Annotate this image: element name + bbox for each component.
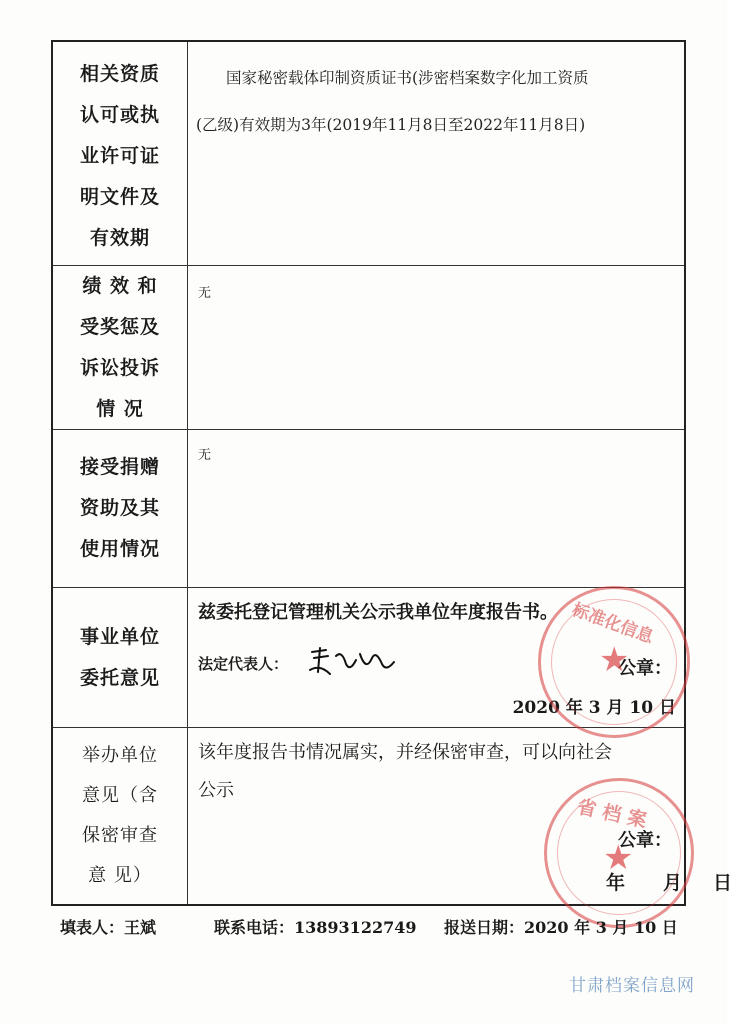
label-line: 相关资质 bbox=[79, 63, 160, 85]
label-line: 保密审查 bbox=[82, 825, 158, 846]
label-line: 意见（含 bbox=[82, 785, 158, 806]
organizer-date-day: 日 bbox=[713, 872, 732, 894]
report-table bbox=[51, 40, 732, 906]
label-line: 绩 效 和 bbox=[82, 274, 158, 297]
donations-content bbox=[188, 430, 684, 587]
unit-opinion-label bbox=[53, 588, 188, 727]
label-line: 明文件及 bbox=[79, 186, 160, 208]
table-row-performance bbox=[53, 266, 684, 430]
label-line: 事业单位 bbox=[79, 625, 160, 648]
unit-opinion-statement: 兹委托登记管理机关公示我单位年度报告书。 bbox=[198, 602, 558, 623]
filler-name: 王斌 bbox=[124, 918, 157, 937]
label-line: 情 况 bbox=[96, 397, 144, 420]
organizer-date-month: 月 bbox=[663, 872, 683, 894]
report-date-label: 报送日期： bbox=[444, 918, 525, 937]
seal-star-icon: ★ bbox=[599, 640, 630, 680]
unit-seal-label: 公章： bbox=[618, 658, 672, 679]
qualification-text-line: (乙级)有效期为3年(2019年11月8日至2022年11月8日) bbox=[196, 116, 586, 134]
phone-number: 13893122749 bbox=[294, 918, 417, 937]
footer-filler bbox=[60, 915, 156, 938]
label-line: 诉讼投诉 bbox=[79, 356, 160, 379]
legal-rep-label: 法定代表人： bbox=[198, 655, 289, 673]
label-line: 委托意见 bbox=[79, 666, 160, 689]
label-line: 认可或执 bbox=[79, 104, 160, 126]
performance-value: 无 bbox=[198, 286, 212, 301]
phone-label: 联系电话： bbox=[214, 918, 295, 937]
performance-label bbox=[53, 266, 188, 429]
signature-mark bbox=[306, 642, 398, 680]
qualification-label bbox=[53, 42, 188, 265]
footer-phone bbox=[214, 915, 416, 938]
qualification-content bbox=[188, 42, 684, 265]
table-row-donations bbox=[53, 430, 684, 588]
seal-text: 省 档 案 bbox=[575, 795, 649, 833]
organizer-statement-line: 公示 bbox=[198, 780, 234, 801]
site-watermark: 甘肃档案信息网 bbox=[569, 976, 695, 996]
report-date: 2020 年 3 月 10 日 bbox=[524, 918, 678, 937]
footer-report-date bbox=[444, 915, 678, 938]
label-line: 受奖惩及 bbox=[79, 315, 160, 338]
unit-opinion-date: 2020 年 3 月 10 日 bbox=[512, 698, 676, 718]
label-line: 举办单位 bbox=[82, 745, 158, 766]
label-line: 业许可证 bbox=[79, 145, 160, 167]
label-line: 意 见） bbox=[88, 865, 152, 886]
donations-value: 无 bbox=[198, 448, 212, 463]
seal-star-icon: ★ bbox=[603, 838, 634, 878]
unit-official-seal bbox=[538, 586, 690, 738]
table-row-qualification bbox=[53, 42, 684, 266]
organizer-date-year: 年 bbox=[606, 872, 626, 894]
label-line: 接受捐赠 bbox=[79, 456, 160, 478]
legal-rep-signature bbox=[306, 642, 398, 684]
label-line: 有效期 bbox=[89, 227, 150, 249]
donations-label bbox=[53, 430, 188, 587]
performance-content bbox=[188, 266, 684, 429]
label-line: 资助及其 bbox=[79, 497, 160, 519]
organizer-opinion-label bbox=[53, 728, 188, 904]
qualification-text-line: 国家秘密载体印制资质证书(涉密档案数字化加工资质 bbox=[226, 69, 589, 87]
organizer-statement-line: 该年度报告书情况属实，并经保密审查，可以向社会 bbox=[198, 742, 612, 763]
filler-label: 填表人： bbox=[60, 918, 125, 937]
seal-text: 标准化信息 bbox=[569, 599, 657, 648]
organizer-official-seal bbox=[544, 778, 694, 928]
organizer-seal-label: 公章： bbox=[618, 830, 672, 851]
label-line: 使用情况 bbox=[79, 538, 160, 560]
